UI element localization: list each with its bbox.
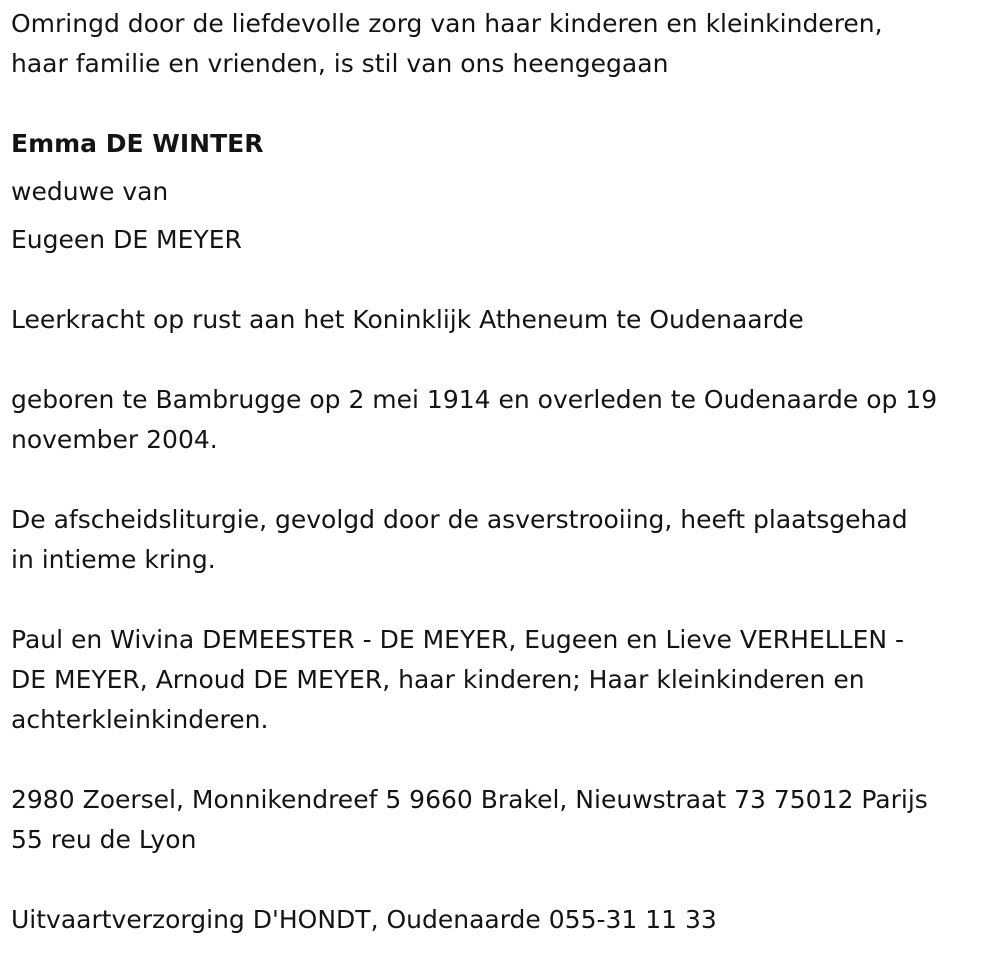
occupation-text: Leerkracht op rust aan het Koninklijk Atheneum te Oudenaarde xyxy=(11,305,804,334)
intro-text: Omringd door de liefdevolle zorg van haar kinderen en kleinkinderen, haar familie en vrienden, is stil van ons heengegaan xyxy=(11,9,883,78)
spouse-name: Eugeen DE MEYER xyxy=(11,225,242,254)
deceased-name: Emma DE WINTER xyxy=(11,129,264,158)
birth-death-text: geboren te Bambrugge op 2 mei 1914 en overleden te Oudenaarde op 19 november 2004. xyxy=(11,385,938,454)
name-block xyxy=(11,124,988,260)
family-text: Paul en Wivina DEMEESTER - DE MEYER, Eugeen en Lieve VERHELLEN - DE MEYER, Arnoud DE MEYER, haar kinderen; Haar kleinkinderen en achterkleinkinderen. xyxy=(11,625,905,734)
addresses-text: 2980 Zoersel, Monnikendreef 5 9660 Brakel, Nieuwstraat 73 75012 Parijs 55 reu de Lyon xyxy=(11,785,928,854)
widow-of-label: weduwe van xyxy=(11,177,169,206)
ceremony-text: De afscheidsliturgie, gevolgd door de asverstrooiing, heeft plaatsgehad in intieme kring. xyxy=(11,505,908,574)
funeral-home-text: Uitvaartverzorging D'HONDT, Oudenaarde 055-31 11 33 xyxy=(11,905,717,934)
